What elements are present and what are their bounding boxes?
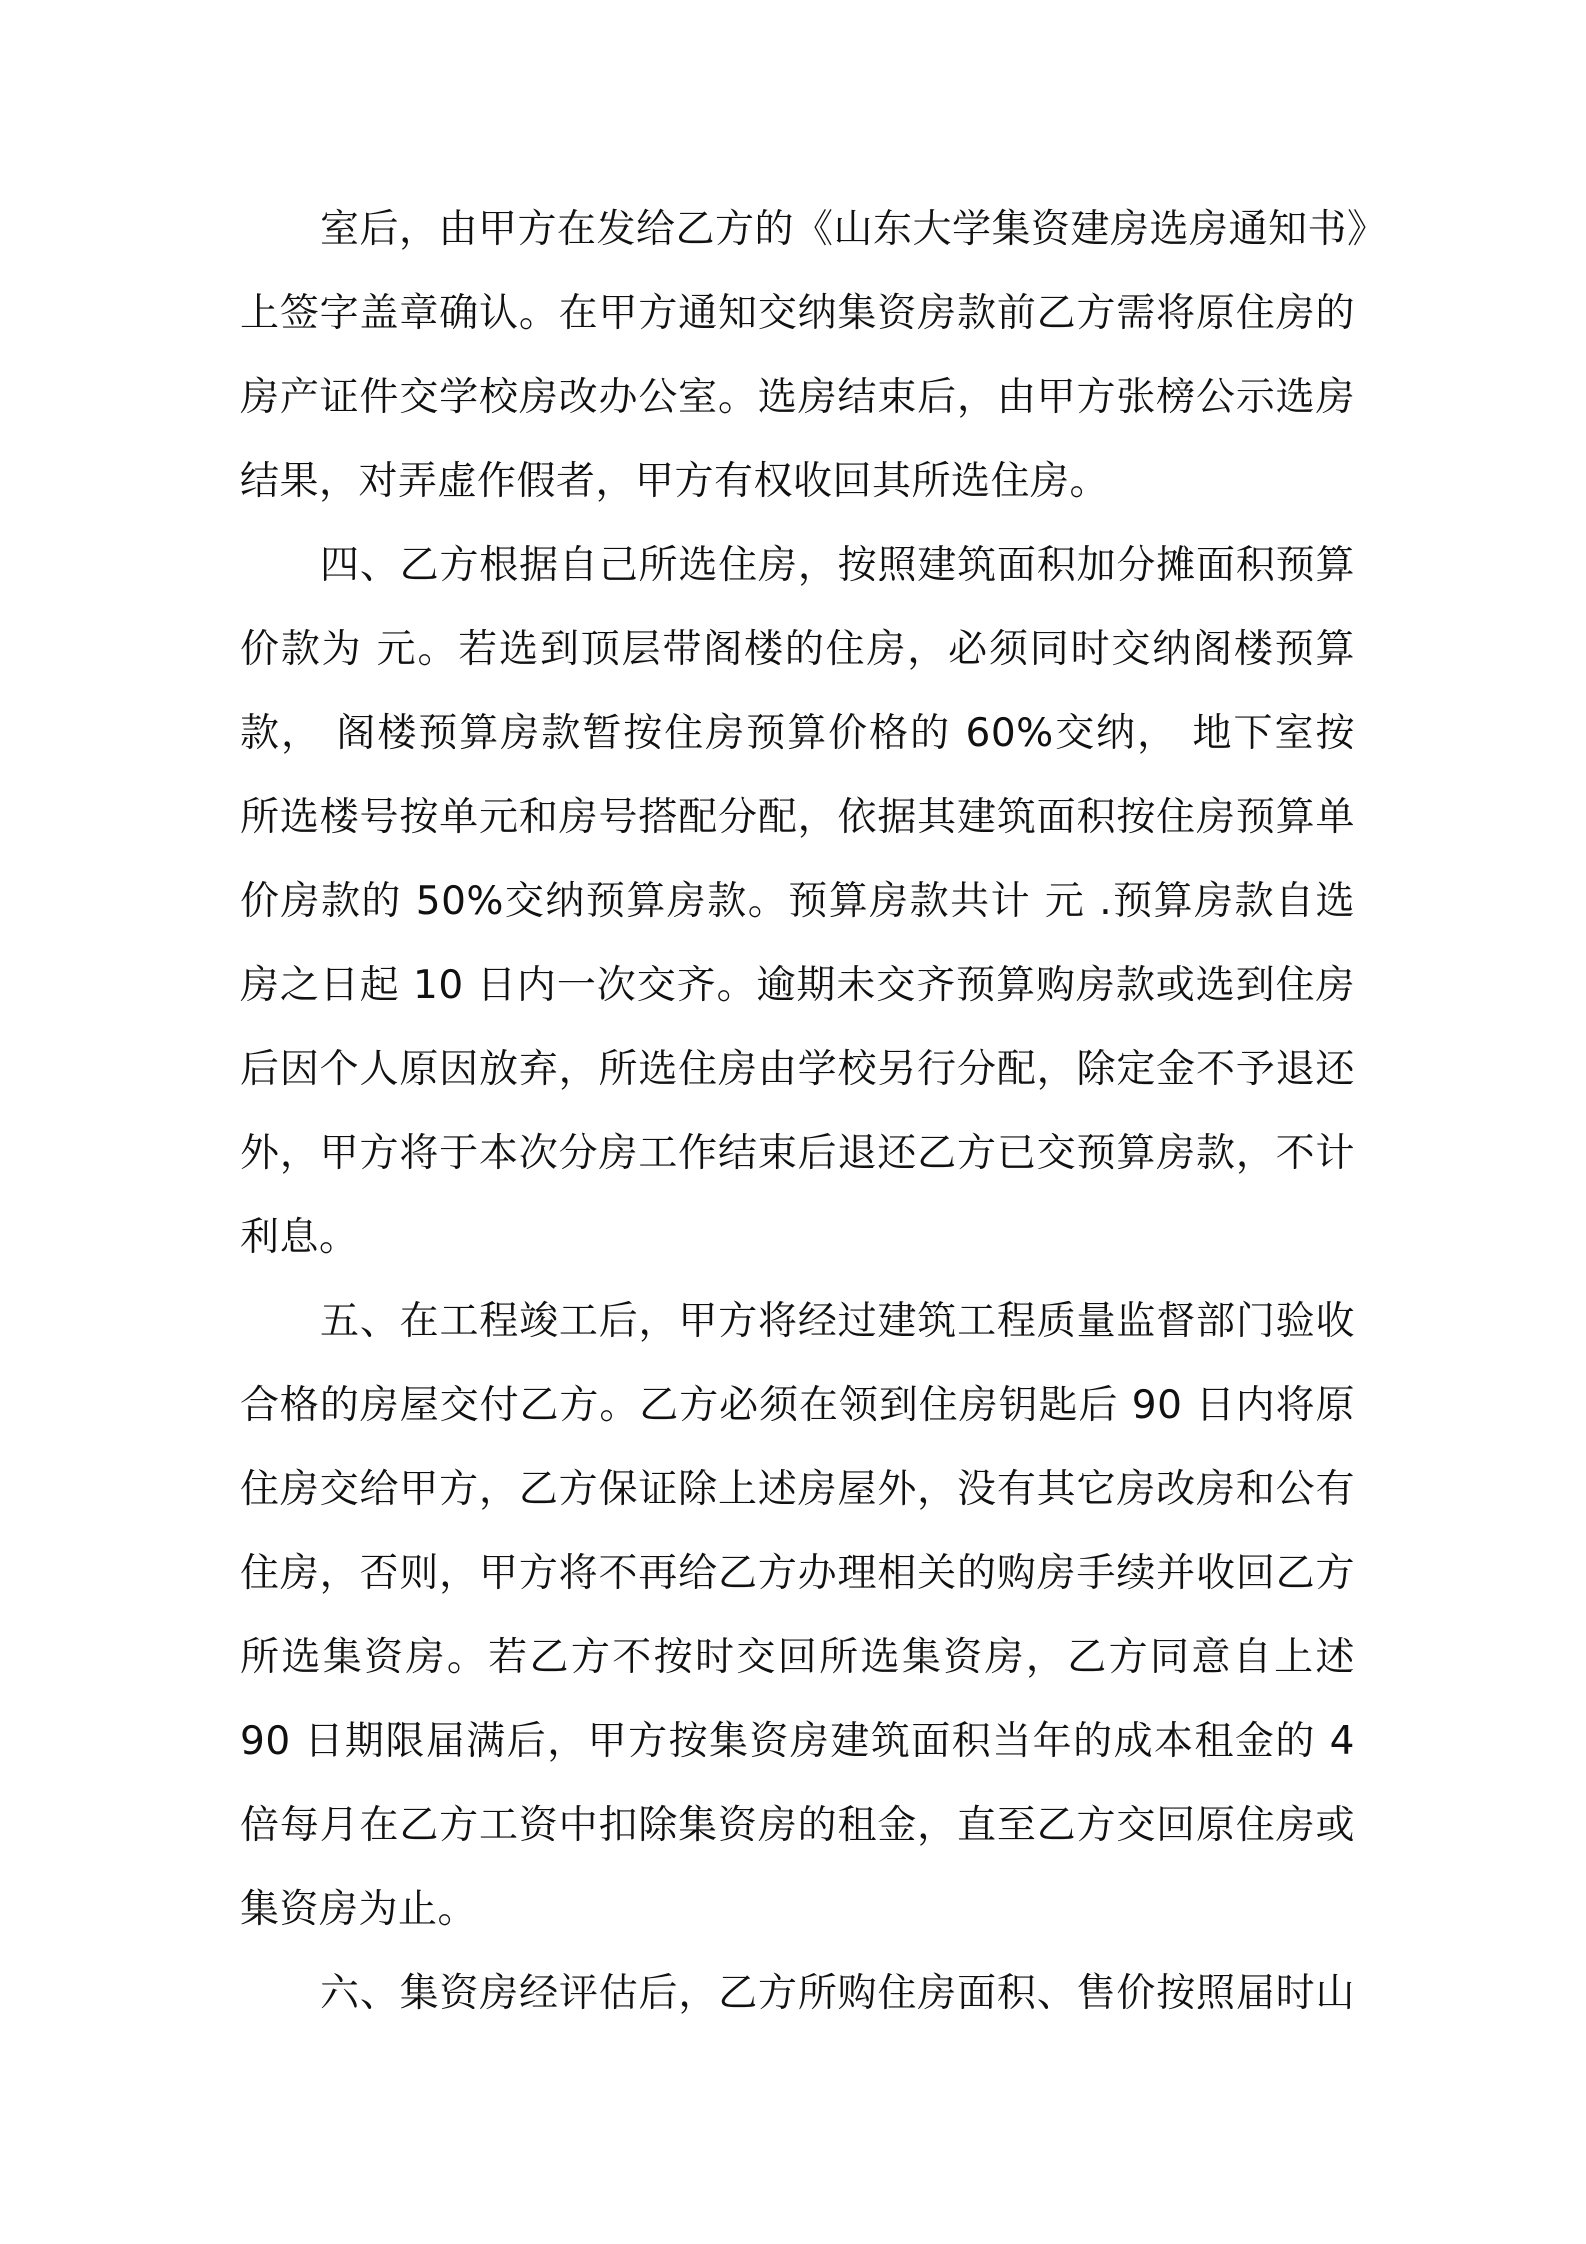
text-line-10: 房之日起 10 日内一次交齐。逾期未交齐预算购房款或选到住房 [240,963,1355,1008]
text-line-3: 房产证件交学校房改办公室。选房结束后，由甲方张榜公示选房 [240,375,1355,420]
text-line-5: 四、乙方根据自己所选住房，按照建筑面积加分摊面积预算 [320,543,1355,588]
text-line-14: 五、在工程竣工后，甲方将经过建筑工程质量监督部门验收 [320,1299,1355,1344]
text-line-17: 住房，否则，甲方将不再给乙方办理相关的购房手续并收回乙方 [240,1551,1355,1596]
text-line-12: 外，甲方将于本次分房工作结束后退还乙方已交预算房款，不计 [240,1131,1355,1176]
text-line-11: 后因个人原因放弃，所选住房由学校另行分配，除定金不予退还 [240,1047,1355,1092]
text-line-13: 利息。 [240,1215,359,1260]
text-line-6: 价款为 元。若选到顶层带阁楼的住房，必须同时交纳阁楼预算 [240,627,1355,672]
text-line-9: 价房款的 50%交纳预算房款。预算房款共计 元 .预算房款自选 [240,879,1355,924]
text-line-4: 结果，对弄虚作假者，甲方有权收回其所选住房。 [240,459,1110,504]
text-line-21: 集资房为止。 [240,1887,478,1932]
text-line-7: 款， 阁楼预算房款暂按住房预算价格的 60%交纳， 地下室按 [240,711,1355,756]
text-line-22: 六、集资房经评估后，乙方所购住房面积、售价按照届时山 [320,1971,1355,2016]
text-line-20: 倍每月在乙方工资中扣除集资房的租金，直至乙方交回原住房或 [240,1803,1355,1848]
text-line-18: 所选集资房。若乙方不按时交回所选集资房，乙方同意自上述 [240,1635,1355,1680]
text-line-8: 所选楼号按单元和房号搭配分配，依据其建筑面积按住房预算单 [240,795,1355,840]
text-line-2: 上签字盖章确认。在甲方通知交纳集资房款前乙方需将原住房的 [240,291,1355,336]
text-line-1: 室后，由甲方在发给乙方的《山东大学集资建房选房通知书》 [320,207,1387,252]
text-line-15: 合格的房屋交付乙方。乙方必须在领到住房钥匙后 90 日内将原 [240,1383,1355,1428]
text-line-19: 90 日期限届满后，甲方按集资房建筑面积当年的成本租金的 4 [240,1719,1355,1764]
text-line-16: 住房交给甲方，乙方保证除上述房屋外，没有其它房改房和公有 [240,1467,1355,1512]
